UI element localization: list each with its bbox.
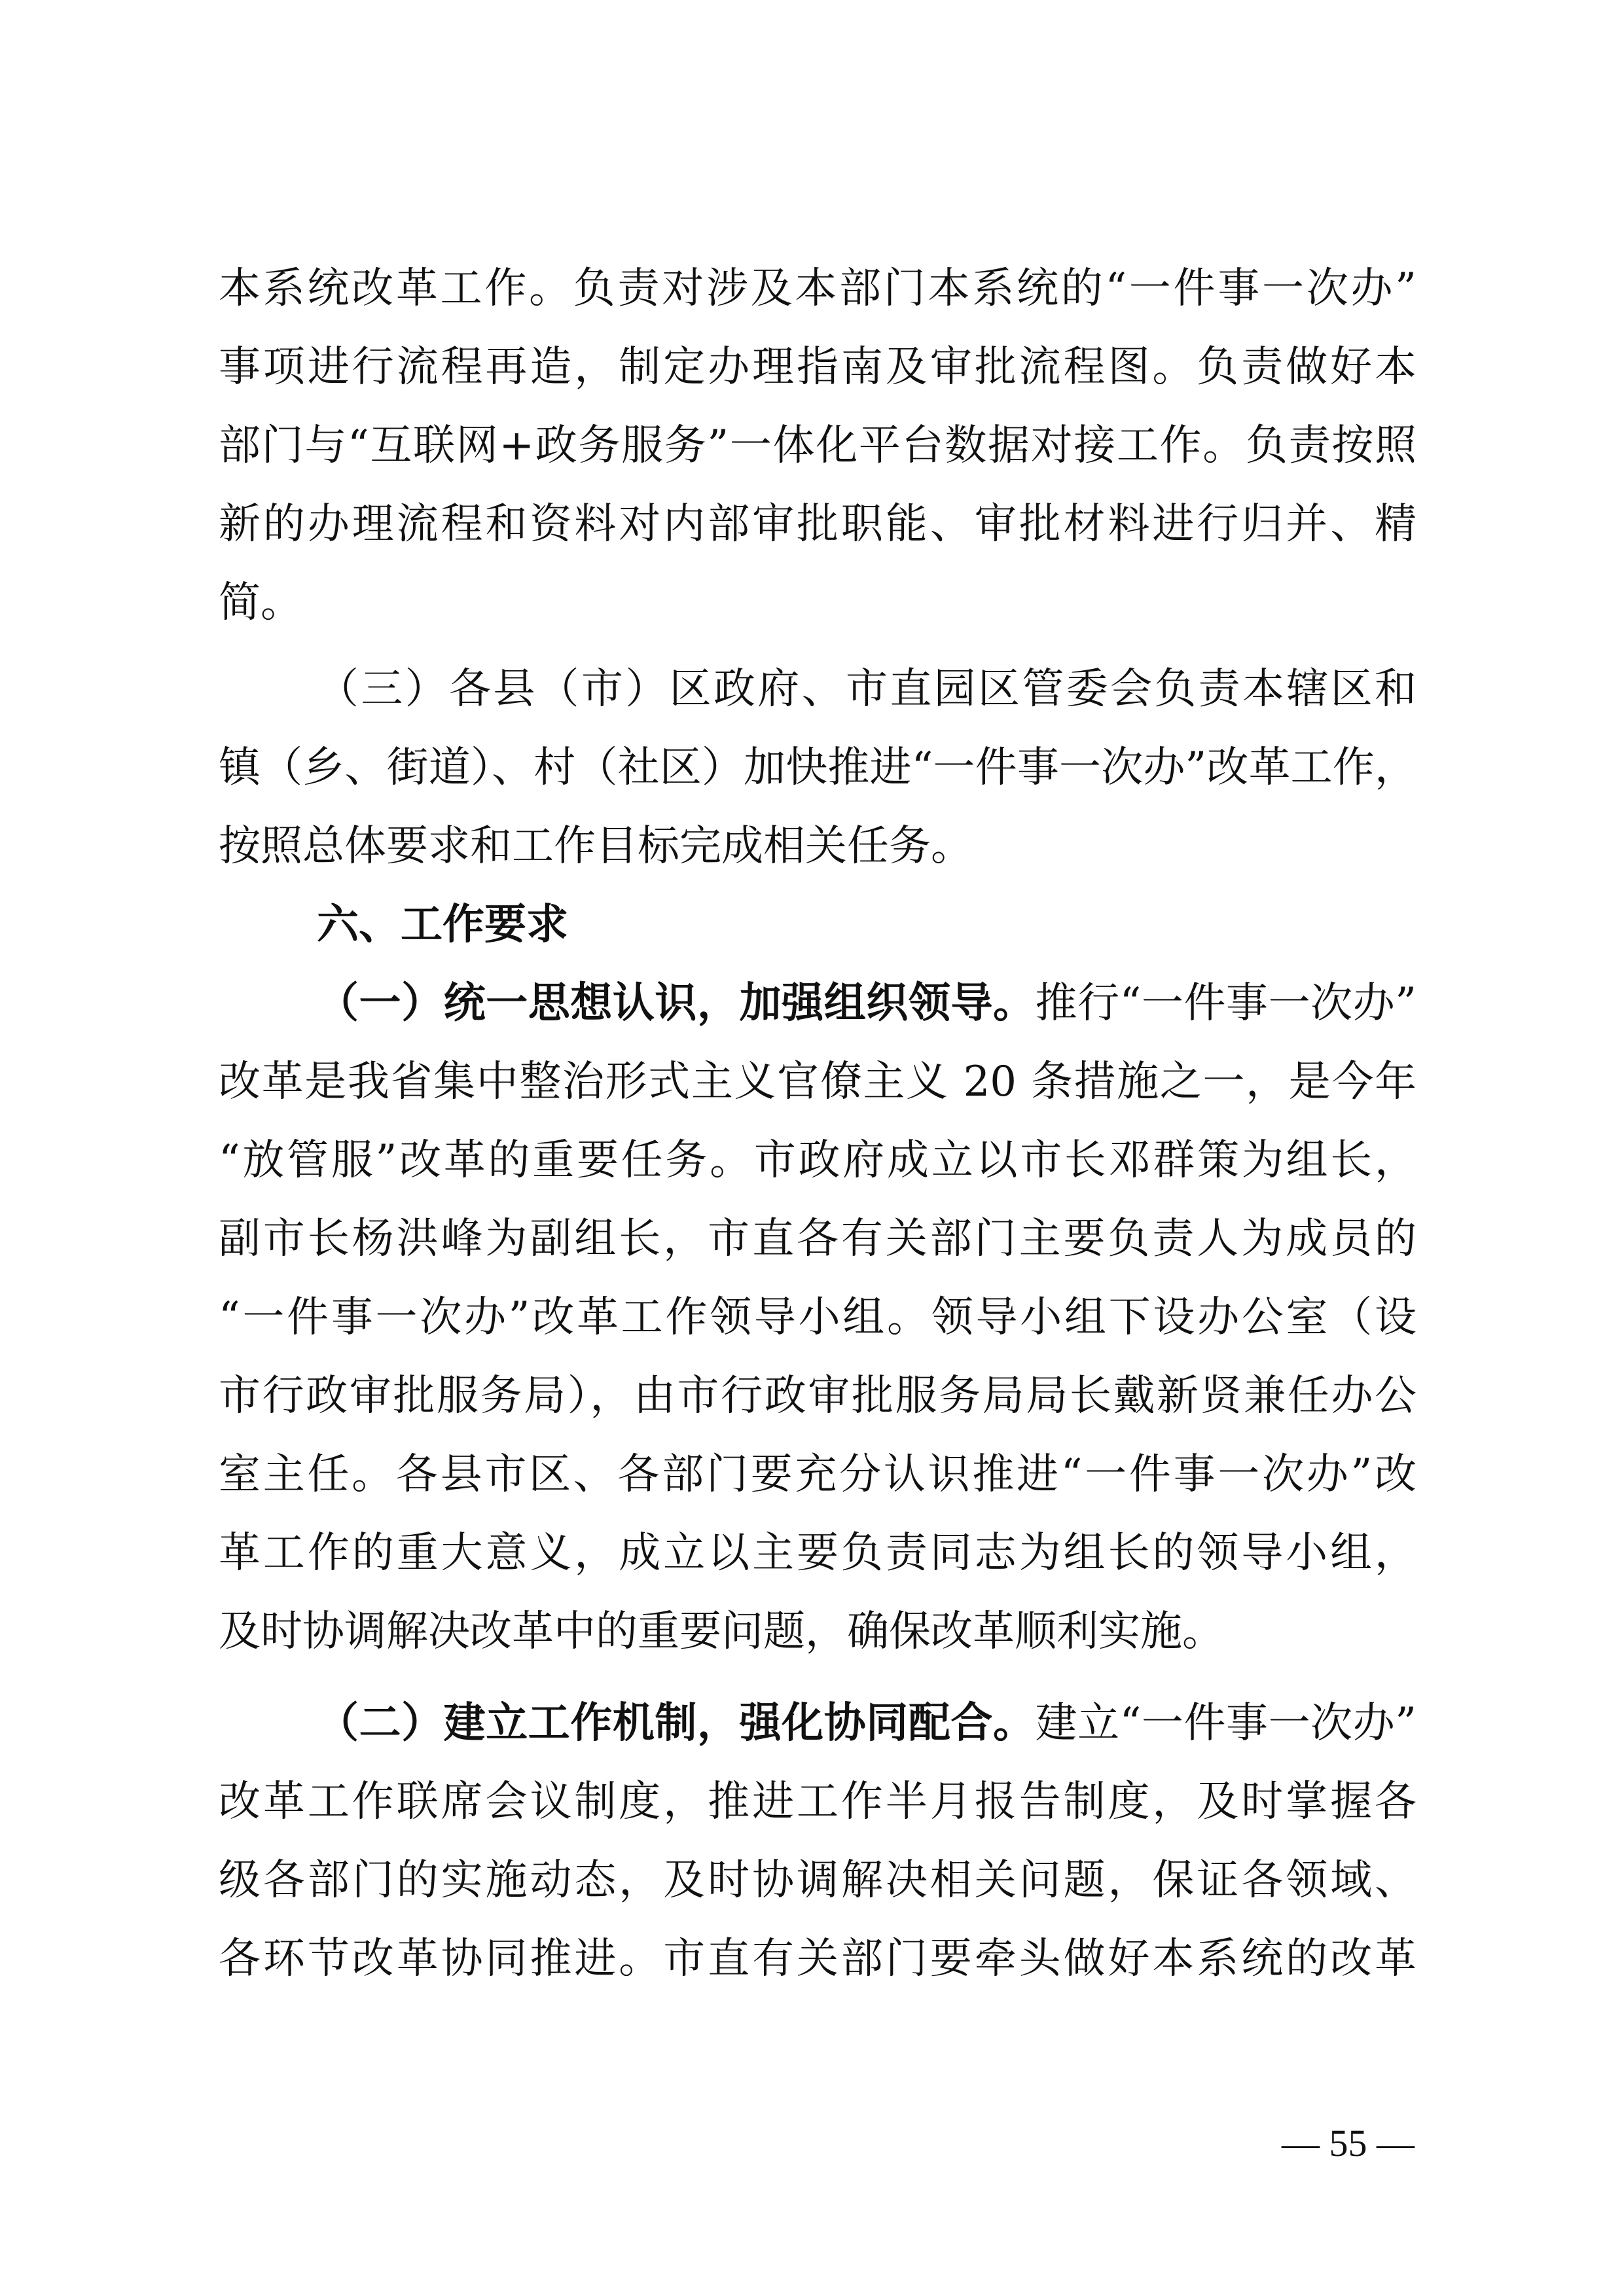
text-line-1: 本系统改革工作。负责对涉及本部门本系统的“一件事一次办” [219,264,1416,313]
paragraph-1-line-4: 副市长杨洪峰为副组长，市直各有关部门主要负责人为成员的 [219,1215,1416,1263]
paragraph-2-line-2: 改革工作联席会议制度，推进工作半月报告制度，及时掌握各 [219,1778,1416,1826]
paragraph-1-line-6: 市行政审批服务局），由市行政审批服务局局长戴新贤兼任办公 [219,1372,1416,1420]
paragraph-2-line-3: 级各部门的实施动态，及时协调解决相关问题，保证各领域、 [219,1856,1416,1905]
paragraph-3-line-2: 镇（乡、街道）、村（社区）加快推进“一件事一次办”改革工作， [219,744,1416,792]
paragraph-2-heading: （二）建立工作机制，强化协同配合。 [317,1699,1036,1748]
text-line-3: 部门与“互联网+政务服务”一体化平台数据对接工作。负责按照 [219,422,1416,470]
section-heading: 六、工作要求 [317,901,568,949]
paragraph-1-line-2: 改革是我省集中整治形式主义官僚主义 20 条措施之一，是今年 [219,1058,1416,1106]
paragraph-3-line-1: （三）各县（市）区政府、市直园区管委会负责本辖区和 [317,665,1416,713]
text-line-5: 简。 [219,579,302,627]
paragraph-2-line-4: 各环节改革协同推进。市直有关部门要牵头做好本系统的改革 [219,1935,1416,1983]
paragraph-3-line-3: 按照总体要求和工作目标完成相关任务。 [219,822,973,870]
paragraph-1-line-1 [317,964,1416,1043]
paragraph-1-heading: （一）统一思想认识，加强组织领导。 [317,979,1036,1028]
paragraph-2-line-1 [317,1684,1416,1763]
paragraph-1-line-9: 及时协调解决改革中的重要问题，确保改革顺利实施。 [219,1607,1224,1656]
paragraph-1-line-3: “放管服”改革的重要任务。市政府成立以市长邓群策为组长， [219,1136,1416,1185]
paragraph-1-line-8: 革工作的重大意义，成立以主要负责同志为组长的领导小组， [219,1529,1416,1577]
paragraph-1-line-7: 室主任。各县市区、各部门要充分认识推进“一件事一次办”改 [219,1450,1416,1499]
text-line-2: 事项进行流程再造，制定办理指南及审批流程图。负责做好本 [219,343,1416,391]
text-line-4: 新的办理流程和资料对内部审批职能、审批材料进行归并、精 [219,500,1416,548]
paragraph-2-lead: 建立“一件事一次办” [1035,1699,1417,1748]
page-number: — 55 — [1282,2122,1415,2164]
paragraph-1-lead: 推行“一件事一次办” [1035,979,1417,1028]
paragraph-1-line-5: “一件事一次办”改革工作领导小组。领导小组下设办公室（设 [219,1293,1416,1342]
